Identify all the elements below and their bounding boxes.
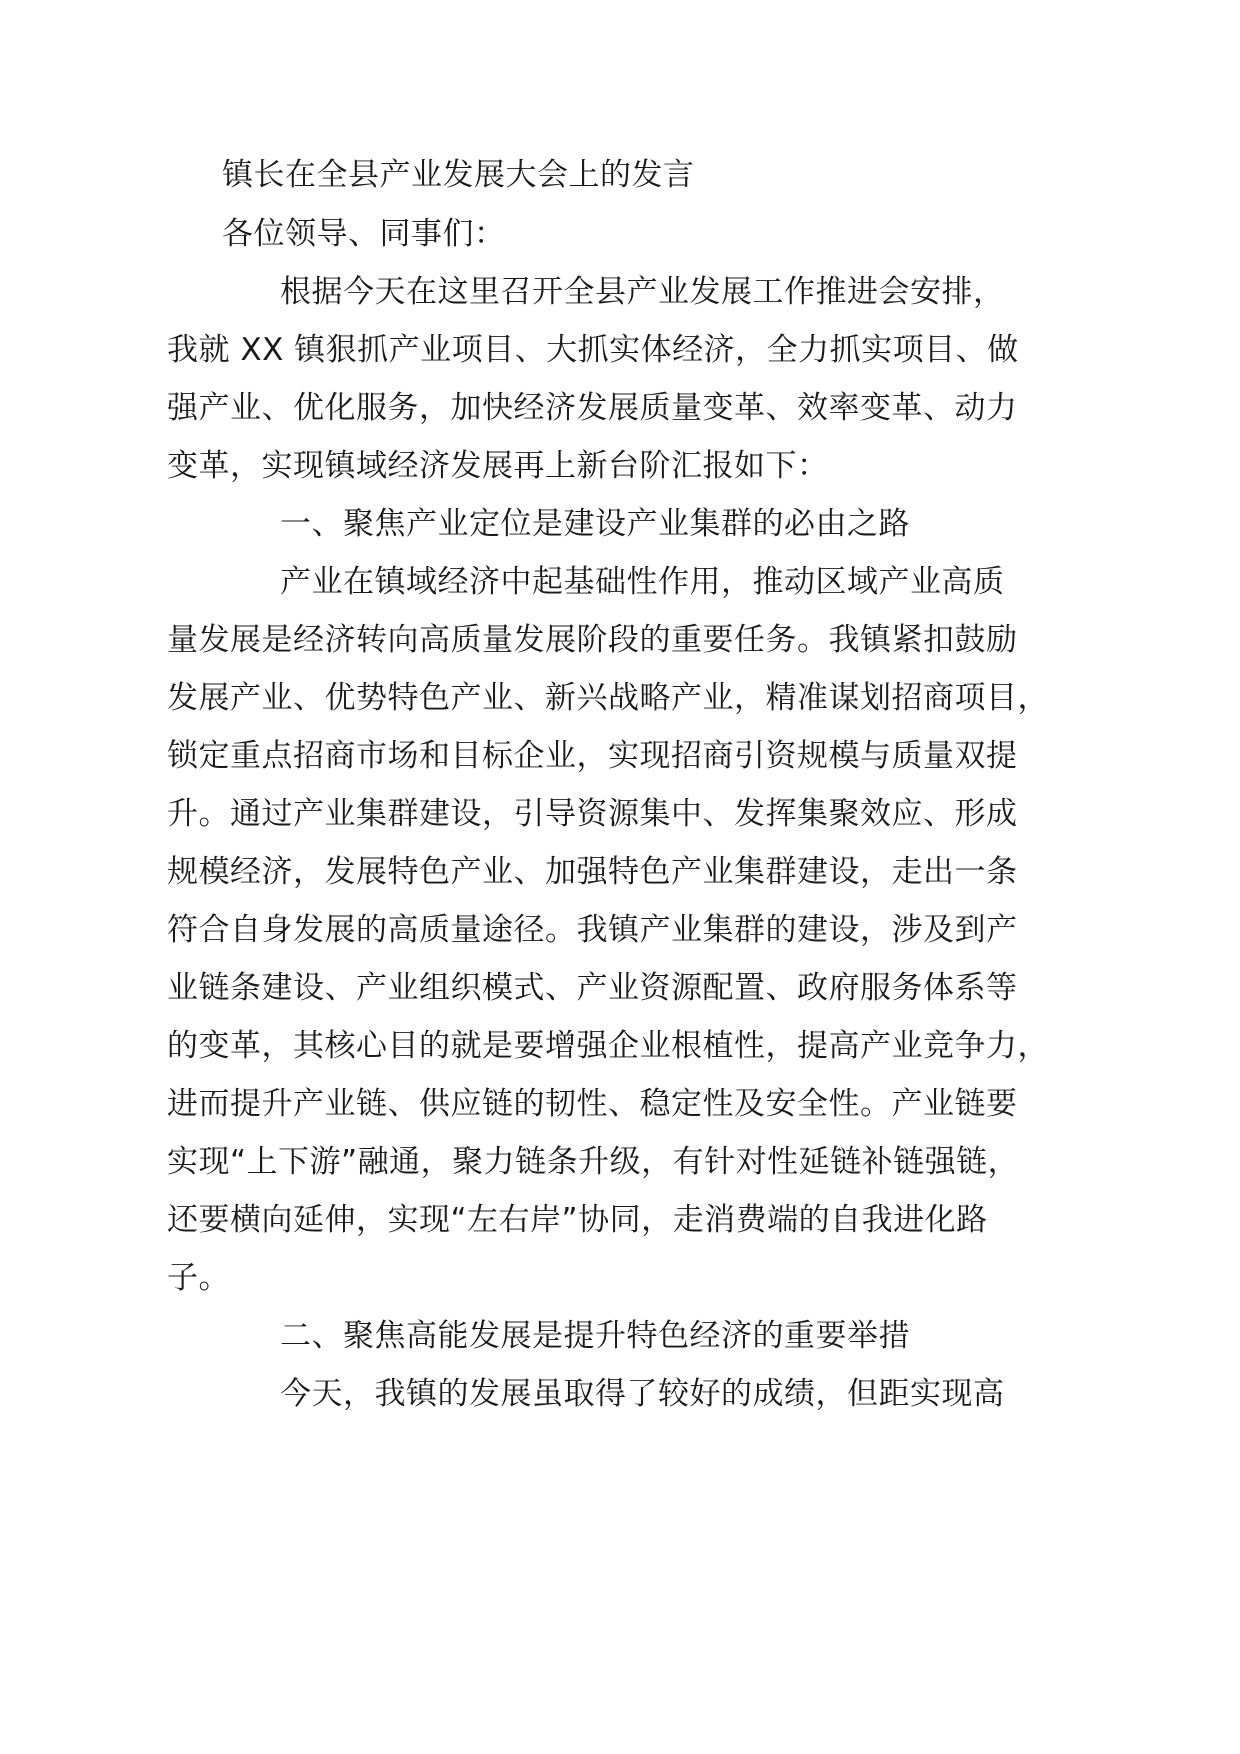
paragraph-line: 的变革，其核心目的就是要增强企业根植性，提高产业竞争力， xyxy=(167,1028,1049,1064)
paragraph-line: 还要横向延伸，实现“左右岸”协同，走消费端的自我进化路 xyxy=(167,1202,988,1238)
paragraph-line: 实现“上下游”融通，聚力链条升级，有针对性延链补链强链， xyxy=(167,1144,1020,1180)
section-heading: 一、聚焦产业定位是建设产业集群的必由之路 xyxy=(280,506,910,542)
paragraph-line: 子。 xyxy=(167,1260,230,1296)
paragraph-line: 发展产业、优势特色产业、新兴战略产业，精准谋划招商项目， xyxy=(167,680,1049,716)
paragraph-line: 业链条建设、产业组织模式、产业资源配置、政府服务体系等 xyxy=(167,970,1018,1006)
paragraph-line: 规模经济，发展特色产业、加强特色产业集群建设，走出一条 xyxy=(167,854,1018,890)
intro-line: 我就 XX 镇狠抓产业项目、大抓实体经济，全力抓实项目、做 xyxy=(167,332,1019,368)
section-heading: 二、聚焦高能发展是提升特色经济的重要举措 xyxy=(280,1318,910,1354)
paragraph-line: 升。通过产业集群建设，引导资源集中、发挥集聚效应、形成 xyxy=(167,796,1018,832)
intro-line: 变革，实现镇域经济发展再上新台阶汇报如下： xyxy=(167,448,829,484)
document-title: 镇长在全县产业发展大会上的发言 xyxy=(222,157,695,193)
paragraph-line: 产业在镇域经济中起基础性作用，推动区域产业高质 xyxy=(280,564,1005,600)
intro-line: 根据今天在这里召开全县产业发展工作推进会安排， xyxy=(280,274,1005,310)
paragraph-line: 进而提升产业链、供应链的韧性、稳定性及安全性。产业链要 xyxy=(167,1086,1018,1122)
paragraph-line: 今天，我镇的发展虽取得了较好的成绩，但距实现高 xyxy=(280,1376,1005,1412)
salutation: 各位领导、同事们： xyxy=(222,216,506,252)
paragraph-line: 锁定重点招商市场和目标企业，实现招商引资规模与质量双提 xyxy=(167,738,1018,774)
intro-line: 强产业、优化服务，加快经济发展质量变革、效率变革、动力 xyxy=(167,390,1018,426)
paragraph-line: 量发展是经济转向高质量发展阶段的重要任务。我镇紧扣鼓励 xyxy=(167,622,1018,658)
paragraph-line: 符合自身发展的高质量途径。我镇产业集群的建设，涉及到产 xyxy=(167,912,1018,948)
